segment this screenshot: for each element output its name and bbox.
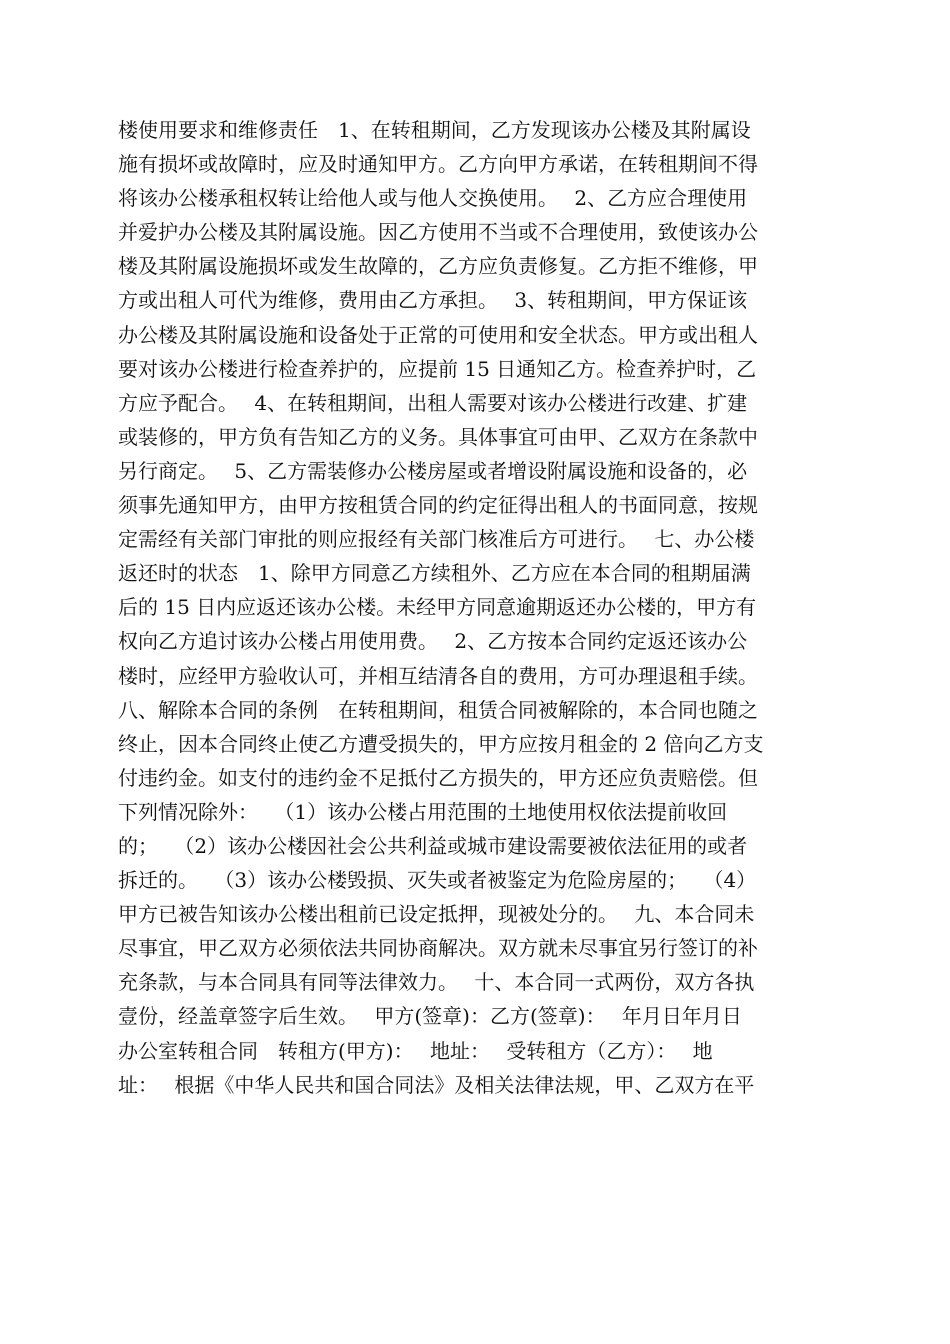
text-line: 权向乙方追讨该办公楼占用使用费。 2、乙方按本合同约定返还该办公 [118,629,748,654]
text-line: 须事先通知甲方，由甲方按租赁合同的约定征得出租人的书面同意，按规 [118,493,758,518]
text-line: 楼使用要求和维修责任 1、在转租期间，乙方发现该办公楼及其附属设 [118,118,751,142]
text-line: 将该办公楼承租权转让给他人或与他人交换使用。 2、乙方应合理使用 [118,186,748,211]
text-line: 楼及其附属设施损坏或发生故障的，乙方应负责修复。乙方拒不维修，甲 [118,254,758,279]
text-line: 另行商定。 5、乙方需装修办公楼房屋或者增设附属设施和设备的，必 [118,458,748,483]
text-line: 拆迁的。 （3）该办公楼毁损、灭失或者被鉴定为危险房屋的； （4） [118,868,757,893]
text-line: 付违约金。如支付的违约金不足抵付乙方损失的，甲方还应负责赔偿。但 [118,765,758,790]
text-line: 方应予配合。 4、在转租期间，出租人需要对该办公楼进行改建、扩建 [118,390,748,415]
text-line: 充条款，与本合同具有同等法律效力。 十、本合同一式两份，双方各执 [118,970,755,995]
text-line: 办公楼及其附属设施和设备处于正常的可使用和安全状态。甲方或出租人 [118,322,758,347]
text-line: 后的 15 日内应返还该办公楼。未经甲方同意逾期返还办公楼的，甲方有 [118,595,757,620]
text-line: 终止，因本合同终止使乙方遭受损失的，甲方应按月租金的 2 倍向乙方支 [118,731,764,756]
contract-body-text [118,113,838,1102]
text-line: 下列情况除外： （1）该办公楼占用范围的土地使用权依法提前收回 [118,799,728,824]
text-line: 尽事宜，甲乙双方必须依法共同协商解决。双方就未尽事宜另行签订的补 [118,936,758,961]
text-line: 址： 根据《中华人民共和国合同法》及相关法律法规，甲、乙双方在平 [118,1072,755,1097]
text-line: 或装修的，甲方负有告知乙方的义务。具体事宜可由甲、乙双方在条款中 [118,424,758,449]
text-line: 楼时，应经甲方验收认可，并相互结清各自的费用，方可办理退租手续。 [118,663,758,688]
text-line: 的； （2）该办公楼因社会公共利益或城市建设需要被依法征用的或者 [118,833,748,858]
text-line: 返还时的状态 1、除甲方同意乙方续租外、乙方应在本合同的租期届满 [118,561,751,586]
text-line: 施有损坏或故障时，应及时通知甲方。乙方向甲方承诺，在转租期间不得 [118,152,758,177]
text-line: 办公室转租合同 转租方(甲方)： 地址： 受转租方（乙方）： 地 [118,1038,713,1063]
text-line: 八、解除本合同的条例 在转租期间，租赁合同被解除的，本合同也随之 [118,697,758,722]
text-line: 方或出租人可代为维修，费用由乙方承担。 3、转租期间，甲方保证该 [118,288,748,313]
text-line: 甲方已被告知该办公楼出租前已设定抵押，现被处分的。 九、本合同未 [118,902,755,927]
text-line: 要对该办公楼进行检查养护的，应提前 15 日通知乙方。检查养护时，乙 [118,356,757,381]
text-line: 壹份，经盖章签字后生效。 甲方(签章)：乙方(签章)： 年月日年月日 [118,1004,742,1029]
text-line: 定需经有关部门审批的则应报经有关部门核准后方可进行。 七、办公楼 [118,527,755,552]
text-line: 并爱护办公楼及其附属设施。因乙方使用不当或不合理使用，致使该办公 [118,220,758,245]
